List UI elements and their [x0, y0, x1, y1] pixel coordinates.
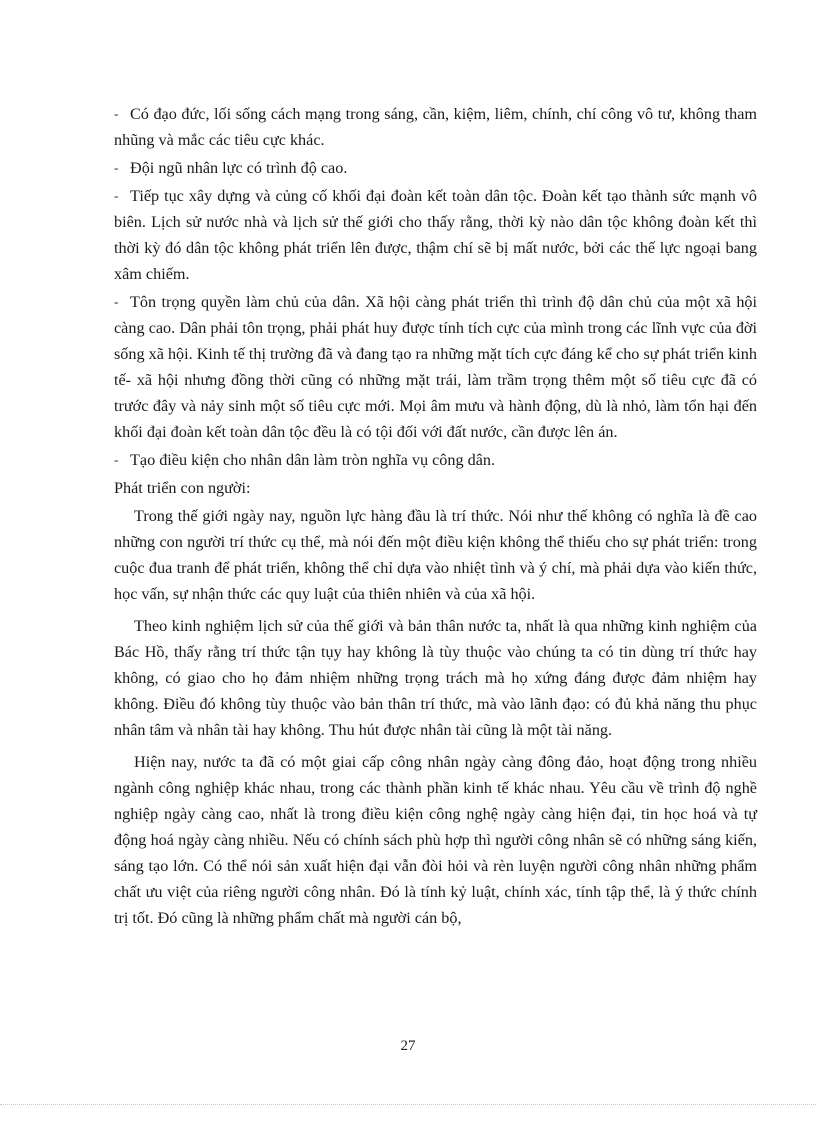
bullet-text: Có đạo đức, lối sống cách mạng trong sáng, cần, kiệm, liêm, chính, chí công vô tư, không tham nhũng và mắc các tiêu cực khác. — [114, 105, 757, 149]
bullet-dash: - — [114, 160, 119, 175]
footer-divider — [0, 1104, 816, 1105]
bullet-text: Tôn trọng quyền làm chủ của dân. Xã hội càng phát triển thì trình độ dân chủ của một xã hội càng cao. Dân phải tôn trọng, phải phát huy được tính tích cực của mình trong các lĩnh vực của đời sống xã hội. Kinh tế thị trường đã và đang tạo ra những mặt tích cực đáng kể cho sự phát triển kinh tế- xã hội nhưng đồng thời cũng có những mặt trái, làm trầm trọng thêm một số tiêu cực đã có trước đây và nảy sinh một số tiêu cực mới. Mọi âm mưu và hành động, dù là nhỏ, làm tổn hại đến khối đại đoàn kết toàn dân tộc đều là có tội đối với đất nước, cần được lên án. — [114, 293, 757, 441]
bullet-item — [114, 101, 757, 153]
bullet-dash: - — [114, 188, 119, 203]
section-heading: Phát triển con người: — [114, 479, 251, 497]
bullet-item — [114, 289, 757, 445]
page-number: 27 — [400, 1038, 416, 1054]
bullet-text: Đội ngũ nhân lực có trình độ cao. — [130, 159, 348, 177]
body-paragraph: Hiện nay, nước ta đã có một giai cấp công nhân ngày càng đông đảo, hoạt động trong nhiều ngành công nghiệp khác nhau, trong các thành phần kinh tế khác nhau. Yêu cầu về trình độ nghề nghiệp ngày càng cao, nhất là trong điều kiện công nghệ ngày càng hiện đại, tin học hoá và tự động hoá ngày càng nhiều. Nếu có chính sách phù hợp thì người công nhân sẽ có những sáng kiến, sáng tạo lớn. Có thể nói sản xuất hiện đại vẫn đòi hỏi và rèn luyện người công nhân những phẩm chất ưu việt của riêng người công nhân. Đó là tính kỷ luật, chính xác, tính tập thể, là ý thức chính trị tốt. Đó cũng là những phẩm chất mà người cán bộ, — [114, 753, 757, 927]
bullet-text: Tiếp tục xây dựng và củng cố khối đại đoàn kết toàn dân tộc. Đoàn kết tạo thành sức mạnh vô biên. Lịch sử nước nhà và lịch sử thế giới cho thấy rằng, thời kỳ nào dân tộc không đoàn kết thì thời kỳ đó dân tộc không phát triển lên được, thậm chí sẽ bị mất nước, bởi các thế lực ngoại bang xâm chiếm. — [114, 187, 757, 283]
bullet-dash: - — [114, 106, 119, 121]
bullet-item — [114, 183, 757, 287]
bullet-item — [114, 155, 757, 181]
body-paragraph: Theo kinh nghiệm lịch sử của thế giới và bản thân nước ta, nhất là qua những kinh nghiệm của Bác Hồ, thấy rằng trí thức tận tụy hay không là tùy thuộc vào chúng ta có tin dùng trí thức hay không, có giao cho họ đảm nhiệm những trọng trách mà họ xứng đáng được đảm nhiệm hay không. Điều đó không tùy thuộc vào bản thân trí thức, mà vào lãnh đạo: có đủ khả năng thu phục nhân tâm và nhân tài hay không. Thu hút được nhân tài cũng là một tài năng. — [114, 617, 757, 739]
bullet-dash: - — [114, 294, 119, 309]
bullet-item — [114, 447, 757, 473]
body-paragraph: Trong thế giới ngày nay, nguồn lực hàng đầu là trí thức. Nói như thế không có nghĩa là đề cao những con người trí thức cụ thể, mà nói đến một điều kiện không thể thiếu cho sự phát triển: trong cuộc đua tranh để phát triển, không thể chỉ dựa vào nhiệt tình và ý chí, mà phải dựa vào kiến thức, học vấn, sự nhận thức các quy luật của thiên nhiên và của xã hội. — [114, 507, 757, 603]
page-content — [114, 101, 757, 931]
bullet-text: Tạo điều kiện cho nhân dân làm tròn nghĩa vụ công dân. — [130, 451, 496, 469]
bullet-dash: - — [114, 452, 119, 467]
